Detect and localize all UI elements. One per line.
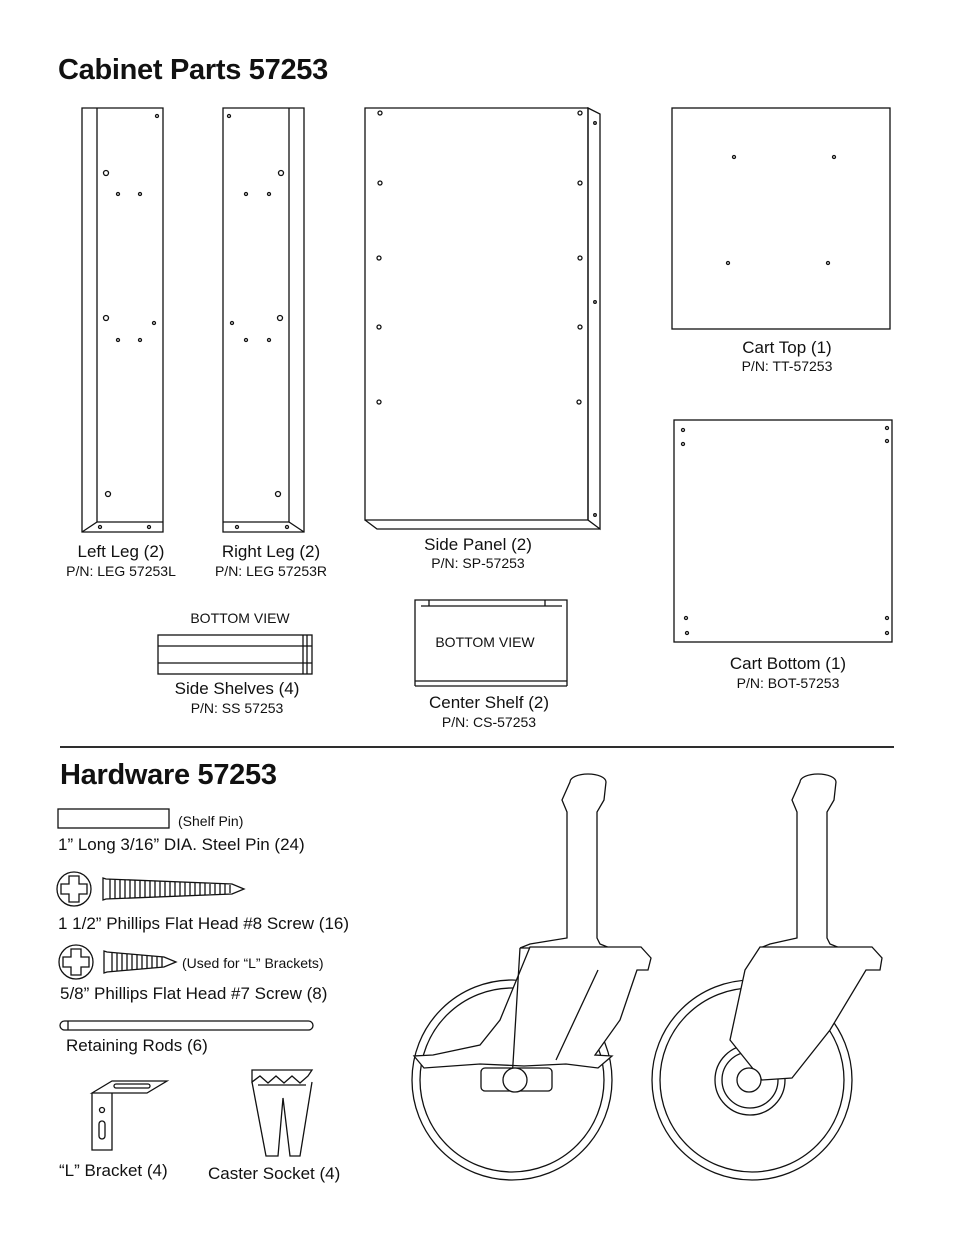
- left-leg-label: Left Leg (2): [77, 542, 165, 561]
- side-panel-label: Side Panel (2): [424, 535, 532, 554]
- short-screw-label: 5/8” Phillips Flat Head #7 Screw (8): [60, 984, 328, 1003]
- retaining-rod-drawing: [60, 1021, 313, 1030]
- side-panel-drawing: [365, 108, 600, 529]
- caster-socket-drawing: [252, 1070, 312, 1156]
- cart-bottom-label: Cart Bottom (1): [729, 654, 847, 673]
- long-screw-label: 1 1/2” Phillips Flat Head #8 Screw (16): [58, 914, 350, 933]
- center-shelf-view-label: BOTTOM VIEW: [435, 634, 535, 650]
- side-shelves-label: Side Shelves (4): [174, 679, 300, 698]
- shelf-pin-drawing: [58, 809, 169, 828]
- center-shelf-label: Center Shelf (2): [429, 693, 549, 712]
- cart-top-drawing: [672, 108, 890, 329]
- left-leg-pn: P/N: LEG 57253L: [66, 563, 176, 579]
- caster-wheel-right-drawing: [652, 774, 882, 1180]
- short-screw-note: (Used for “L” Brackets): [182, 955, 324, 971]
- caster-socket-label: Caster Socket (4): [208, 1164, 341, 1183]
- side-shelf-drawing: [158, 635, 312, 674]
- side-shelves-pn: P/N: SS 57253: [190, 700, 284, 716]
- right-leg-drawing: [223, 108, 304, 532]
- shelf-pin-note: (Shelf Pin): [178, 813, 244, 829]
- cart-bottom-pn: P/N: BOT-57253: [736, 675, 840, 691]
- left-leg-drawing: [82, 108, 163, 532]
- cart-top-label: Cart Top (1): [742, 338, 832, 357]
- long-screw-drawing: [57, 872, 244, 906]
- l-bracket-drawing: [92, 1081, 167, 1150]
- right-leg-label: Right Leg (2): [221, 542, 321, 561]
- shelf-pin-label: 1” Long 3/16” DIA. Steel Pin (24): [58, 835, 305, 854]
- retaining-rods-label: Retaining Rods (6): [66, 1036, 208, 1055]
- cart-top-pn: P/N: TT-57253: [741, 358, 833, 374]
- cart-bottom-drawing: [674, 420, 892, 642]
- right-leg-pn: P/N: LEG 57253R: [214, 563, 328, 579]
- hardware-title: Hardware 57253: [60, 759, 277, 791]
- l-bracket-label: “L” Bracket (4): [59, 1161, 168, 1180]
- side-shelf-view-label: BOTTOM VIEW: [190, 610, 290, 626]
- center-shelf-pn: P/N: CS-57253: [441, 714, 537, 730]
- caster-wheel-left-drawing: [412, 774, 651, 1180]
- short-screw-drawing: [59, 945, 176, 979]
- side-panel-pn: P/N: SP-57253: [431, 555, 525, 571]
- cabinet-parts-title: Cabinet Parts 57253: [58, 54, 328, 86]
